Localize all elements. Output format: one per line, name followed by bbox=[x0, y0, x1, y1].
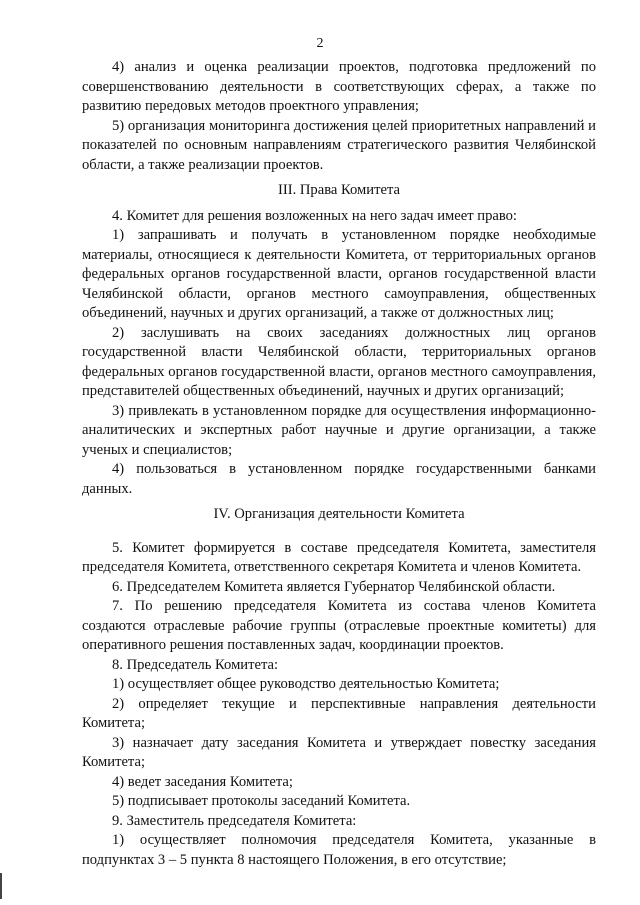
list-item-analysis: 4) анализ и оценка реализации проектов, подготовка предложений по совершенствованию деятельности в соответствующих сферах, а также по развитию передовых методов проектного управления; bbox=[82, 59, 596, 114]
paragraph-5: 5. Комитет формируется в составе председателя Комитета, заместителя председателя Комитета, ответственного секретаря Комитета и членов Комитета. bbox=[82, 539, 596, 575]
rights-item-4: 4) пользоваться в установленном порядке государственными банками данных. bbox=[82, 461, 596, 497]
rights-item-2: 2) заслушивать на своих заседаниях должностных лиц органов государственной власти Челябинской области, территориальных органов федеральных органов государственной власти, органов местного самоуправления, представителей общественных объединений, научных и других организаций; bbox=[82, 324, 596, 399]
chair-item-2: 2) определяет текущие и перспективные направления деятельности Комитета; bbox=[82, 695, 596, 731]
rights-item-3: 3) привлекать в установленном порядке для осуществления информационно-аналитических и экспертных работ научные и другие организации, а также ученых и специалистов; bbox=[82, 402, 596, 458]
list-item-monitoring: 5) организация мониторинга достижения целей приоритетных направлений и показателей по основным направлениям стратегического развития Челябинской области, а также реализации проектов. bbox=[82, 117, 596, 173]
scan-edge-mark bbox=[0, 873, 2, 899]
section-heading-organization: IV. Организация деятельности Комитета bbox=[213, 506, 465, 522]
chair-item-5: 5) подписывает протоколы заседаний Комитета. bbox=[112, 793, 411, 809]
chair-item-4: 4) ведет заседания Комитета; bbox=[112, 773, 293, 790]
paragraph-6: 6. Председателем Комитета является Губернатор Челябинской области. bbox=[112, 578, 556, 595]
page-number: 2 bbox=[316, 36, 324, 51]
chair-item-1: 1) осуществляет общее руководство деятельностью Комитета; bbox=[112, 676, 500, 692]
paragraph-7: 7. По решению председателя Комитета из состава членов Комитета создаются отраслевые рабочие группы (отраслевые проектные комитеты) для оперативного решения поставленных задач, координации проектов. bbox=[82, 598, 596, 653]
section-heading-rights: III. Права Комитета bbox=[278, 182, 400, 198]
document-body bbox=[82, 58, 596, 870]
paragraph-4: 4. Комитет для решения возложенных на него задач имеет право: bbox=[112, 207, 517, 224]
deputy-item-1: 1) осуществляет полномочия председателя Комитета, указанные в подпунктах 3 – 5 пункта 8 настоящего Положения, в его отсутствие; bbox=[82, 832, 596, 868]
chair-item-3: 3) назначает дату заседания Комитета и утверждает повестку заседания Комитета; bbox=[82, 734, 596, 770]
paragraph-8: 8. Председатель Комитета: bbox=[112, 656, 279, 673]
paragraph-9: 9. Заместитель председателя Комитета: bbox=[112, 812, 357, 829]
rights-item-1: 1) запрашивать и получать в установленном порядке необходимые материалы, относящиеся к деятельности Комитета, от территориальных органов федеральных органов государственной власти, органов государственной власти Челябинской области, органов местного самоуправления, общественных объединений, научных и других организаций, а также от должностных лиц; bbox=[82, 227, 596, 321]
